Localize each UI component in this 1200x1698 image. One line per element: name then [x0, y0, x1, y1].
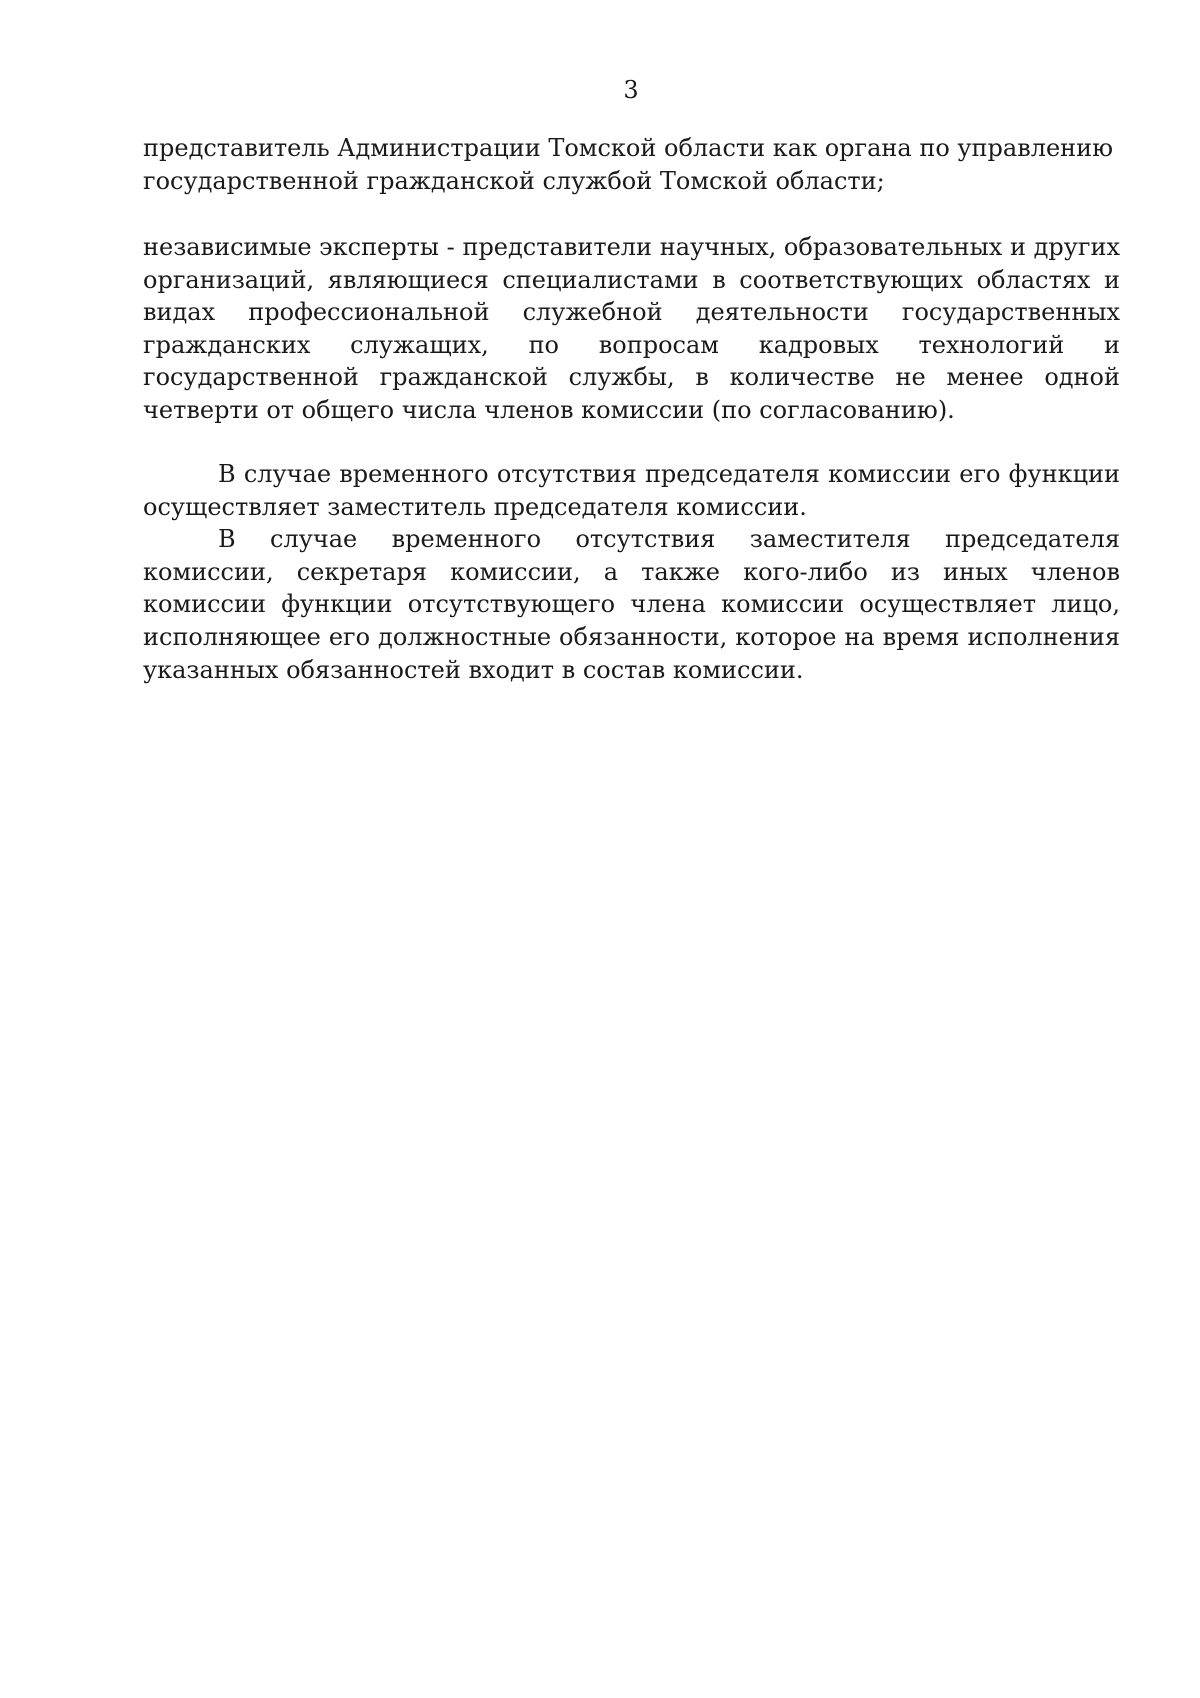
paragraph-members-absence: В случае временного отсутствия заместителя председателя комиссии, секретаря комиссии, а также кого-либо из иных членов комиссии функции отсутствующего члена комиссии осуществляет лицо, исполняющее его должностные обязанности, которое на время исполнения указанных обязанностей входит в состав комиссии. [143, 525, 1120, 684]
paragraph-text: независимые эксперты - представители научных, образовательных и других организаций, являющиеся специалистами в соответствующих областях и видах профессиональной служебной деятельности государственных гражданских служащих, по вопросам кадровых технологий и государственной гражданской службы, в количестве не менее одной четверти от общего числа членов комиссии (по согласованию). [143, 233, 1120, 424]
paragraph-independent-experts [143, 231, 1120, 427]
page-number: 3 [623, 76, 639, 104]
paragraph-commission-representative [143, 132, 1120, 197]
paragraph-text: представитель Администрации Томской области как органа по управлению государственной гражданской службой Томской области; [143, 134, 1114, 195]
paragraph-chairman-absence: В случае временного отсутствия председателя комиссии его функции осуществляет заместитель председателя комиссии. [143, 460, 1120, 521]
section-temporary-absence [143, 458, 1120, 686]
